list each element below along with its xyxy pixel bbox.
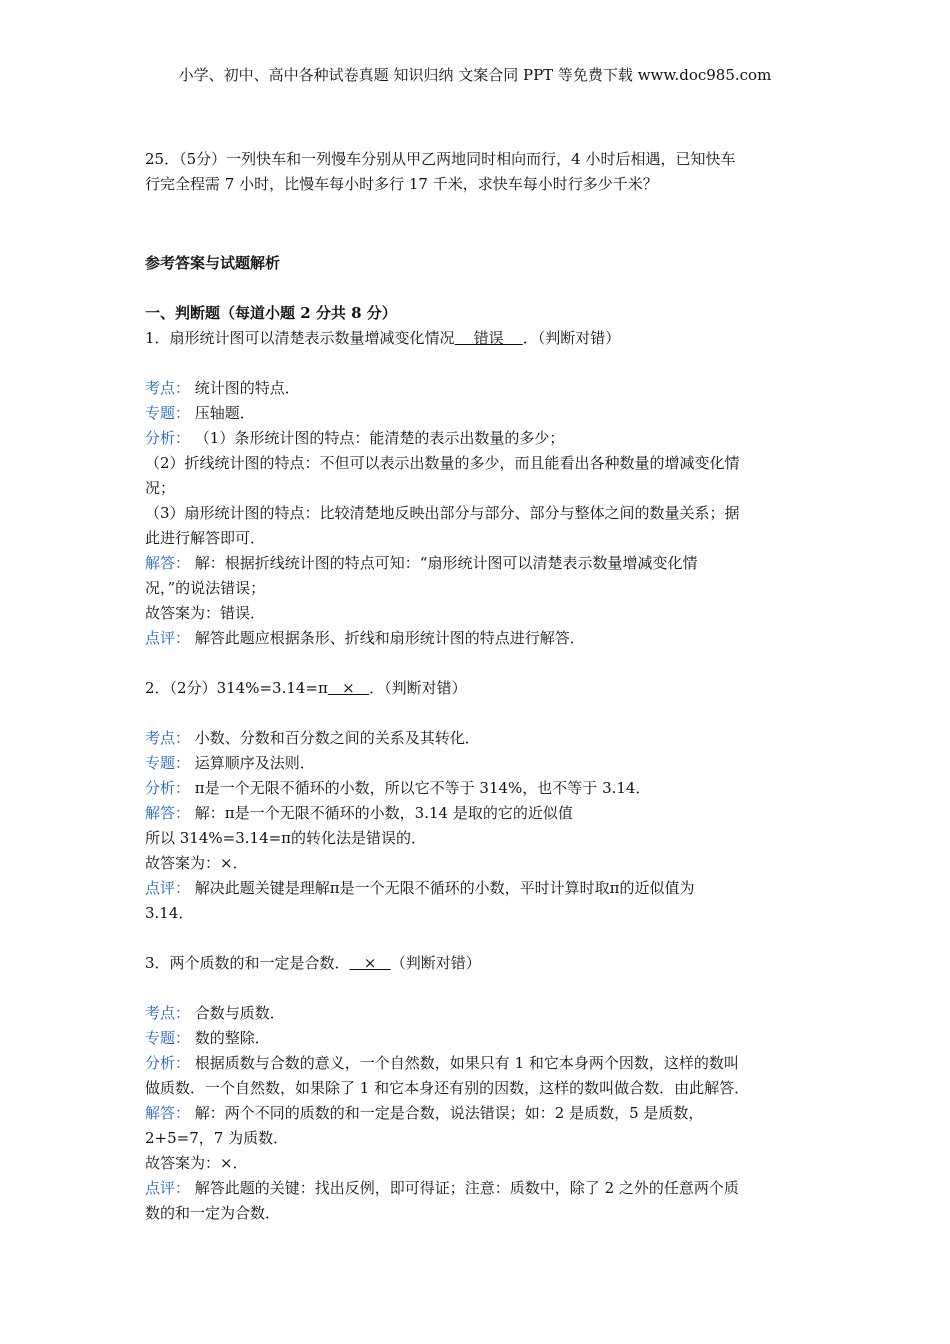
zhuanti-label: 专题： [145,1029,191,1047]
q1-fenxi-3b: 此进行解答即可． [145,529,266,547]
q1-fenxi-3: （3）扇形统计图的特点：比较清楚地反映出部分与部分、部分与整体之间的数量关系；据 [145,504,740,522]
dianping-label: 点评： [145,1179,191,1197]
fenxi-label: 分析： [145,429,191,447]
kaodian-label: 考点： [145,1004,191,1022]
document-body [145,147,810,1226]
q1-jieda-text-1: 解：根据折线统计图的特点可知：“扇形统计图可以清楚表示数量增减变化情 [194,554,698,572]
q1-kaodian-text: 统计图的特点． [194,379,300,397]
q1-jieda-1b: 况，”的说法错误； [145,579,266,597]
q3-jieda-2: 故答案为：×． [145,1154,248,1172]
question-25-line1: 25．（5分）一列快车和一列慢车分别从甲乙两地同时相向而行，4 小时后相遇，已知快车 [145,150,736,168]
q3-dianping [145,1176,810,1201]
fenxi-label: 分析： [145,779,191,797]
q3-answer-blank: × [349,954,391,972]
q3-jieda [145,1101,810,1126]
q2-stem-suffix: ．（判断对错） [369,679,467,697]
q1-answer-blank: 错误 [454,329,523,347]
q1-kaodian [145,376,810,401]
q1-fenxi-2b: 况； [145,479,176,497]
zhuanti-label: 专题： [145,754,191,772]
jieda-label: 解答： [145,554,191,572]
q1-fenxi-text-1: （1）条形统计图的特点：能清楚的表示出数量的多少； [194,429,565,447]
q1-zhuanti [145,401,810,426]
dianping-label: 点评： [145,629,191,647]
q1-stem-text: 1．扇形统计图可以清楚表示数量增减变化情况 [145,329,455,347]
q2-answer-blank: × [327,679,370,697]
section1-title: 一、判断题（每道小题 2 分共 8 分） [145,304,397,322]
fenxi-label: 分析： [145,1054,191,1072]
q2-dianping [145,876,810,901]
kaodian-label: 考点： [145,729,191,747]
page-header: 小学、初中、高中各种试卷真题 知识归纳 文案合同 PPT 等免费下载 www.doc985.com [178,66,772,84]
question-25-line2: 行完全程需 7 小时，比慢车每小时多行 17 千米，求快车每小时行多少千米？ [145,175,658,193]
question-3-stem [145,951,810,976]
q3-stem-suffix: （判断对错） [390,954,481,972]
zhuanti-label: 专题： [145,404,191,422]
q3-dianping-b: 数的和一定为合数． [145,1204,281,1222]
jieda-label: 解答： [145,804,191,822]
q1-fenxi-2: （2）折线统计图的特点：不但可以表示出数量的多少，而且能看出各种数量的增减变化情 [145,454,740,472]
q3-fenxi-b: 做质数．一个自然数，如果除了 1 和它本身还有别的因数，这样的数叫做合数．由此解答． [145,1079,750,1097]
q1-jieda-2: 故答案为：错误． [145,604,266,622]
q3-stem-text: 3．两个质数的和一定是合数． [145,954,350,972]
jieda-label: 解答： [145,1104,191,1122]
q1-fenxi [145,426,810,451]
q1-jieda [145,551,810,576]
q3-kaodian-text: 合数与质数． [194,1004,285,1022]
q2-jieda [145,801,810,826]
q3-fenxi-text: 根据质数与合数的意义，一个自然数，如果只有 1 和它本身两个因数，这样的数叫 [194,1054,739,1072]
q3-zhuanti [145,1026,810,1051]
q2-kaodian-text: 小数、分数和百分数之间的关系及其转化． [194,729,480,747]
q3-jieda-text-1: 解：两个不同的质数的和一定是合数，说法错误；如：2 是质数，5 是质数， [194,1104,704,1122]
q3-fenxi [145,1051,810,1076]
q2-dianping-text: 解决此题关键是理解π是一个无限不循环的小数，平时计算时取π的近似值为 [194,879,695,897]
q2-stem-text: 2．（2分）314%=3.14=π [145,679,328,697]
q2-zhuanti-text: 运算顺序及法则． [194,754,315,772]
q2-kaodian [145,726,810,751]
question-1-stem [145,326,810,351]
q1-dianping-text: 解答此题应根据条形、折线和扇形统计图的特点进行解答． [194,629,585,647]
q2-jieda-text-1: 解：π是一个无限不循环的小数，3.14 是取的它的近似值 [194,804,573,822]
q3-zhuanti-text: 数的整除． [194,1029,270,1047]
q2-zhuanti [145,751,810,776]
q3-dianping-text: 解答此题的关键：找出反例，即可得证；注意：质数中，除了 2 之外的任意两个质 [194,1179,739,1197]
q2-fenxi-text: π是一个无限不循环的小数，所以它不等于 314%，也不等于 3.14． [194,779,651,797]
q1-zhuanti-text: 压轴题． [194,404,255,422]
q2-jieda-3: 故答案为：×． [145,854,248,872]
q2-dianping-b: 3.14． [145,904,194,922]
q2-jieda-2: 所以 314%=3.14=π的转化法是错误的． [145,829,427,847]
answers-title: 参考答案与试题解析 [145,254,281,272]
question-2-stem [145,676,810,701]
q2-fenxi [145,776,810,801]
dianping-label: 点评： [145,879,191,897]
q1-dianping [145,626,810,651]
q3-jieda-1b: 2+5=7，7 为质数． [145,1129,289,1147]
q1-stem-suffix: ．（判断对错） [522,329,621,347]
q3-kaodian [145,1001,810,1026]
kaodian-label: 考点： [145,379,191,397]
